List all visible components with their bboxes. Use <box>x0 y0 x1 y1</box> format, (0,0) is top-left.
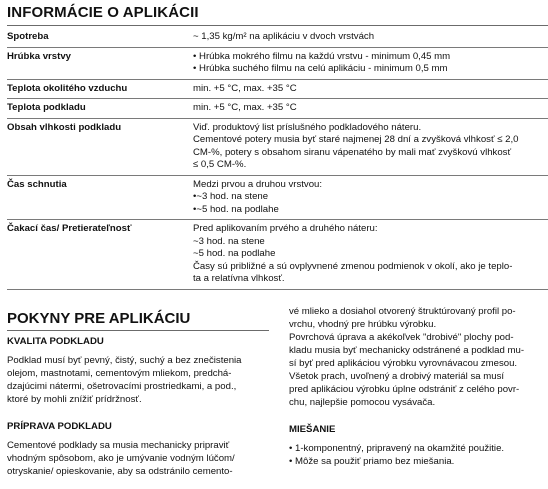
row-label: Spotreba <box>7 27 193 47</box>
table-row <box>7 27 548 47</box>
table-row <box>7 99 548 119</box>
text-line: sí byť pred aplikáciou výrobku vyrovnávacou zmesou. <box>289 358 518 369</box>
value-line: • Hrúbka suchého filmu na celú aplikáciu - minimum 0,5 mm <box>193 63 448 74</box>
application-info-table <box>7 27 548 290</box>
text-line: Podklad musí byť pevný, čistý, suchý a bez znečistenia <box>7 355 242 366</box>
text-line: vhodným spôsobom, ako je umývanie vodným lúčom/ <box>7 453 235 464</box>
value-line: •~3 hod. na stene <box>193 191 269 202</box>
text-line: olejom, mastnotami, cementovým mliekom, predchá- <box>7 368 232 379</box>
text-line: Všetok prach, uvoľnený a drobivý materiál sa musí <box>289 371 505 382</box>
text-line: otryskanie/ opieskovanie, aby sa odstránilo cemento- <box>7 466 233 477</box>
row-value <box>193 79 548 99</box>
table-row <box>7 79 548 99</box>
spacer <box>289 409 548 423</box>
row-value <box>193 175 548 220</box>
text-line: vé mlieko a dosiahol otvorený štruktúrovaný profil po- <box>289 306 516 317</box>
value-line: CM-%, potery s obsahom siranu vápenatého by mali mať zvyškovú vlhkosť <box>193 146 512 158</box>
text-line: vrchu, vhodný pre hrúbku výrobku. <box>289 319 437 330</box>
value-line: Cementové potery musia byť staré najmenej 28 dní a zvyšková vlhkosť ≤ 2,0 <box>193 134 519 145</box>
row-label: Čas schnutia <box>7 175 193 220</box>
mixing-list <box>289 442 548 468</box>
table-row <box>7 47 548 79</box>
table-row <box>7 175 548 220</box>
row-label: Hrúbka vrstvy <box>7 47 193 79</box>
value-line: min. +5 °C, max. +35 °C <box>193 102 297 113</box>
value-line: Časy sú približné a sú ovplyvnené zmenou podmienok v okolí, ako je teplo- <box>193 260 513 272</box>
table-row <box>7 118 548 175</box>
section-title-application-info: INFORMÁCIE O APLIKÁCII <box>7 4 199 21</box>
section-title-application-instructions: POKYNY PRE APLIKÁCIU <box>7 310 191 327</box>
paragraph-substrate-quality <box>7 354 262 406</box>
paragraph-substrate-preparation <box>7 439 262 478</box>
row-label: Teplota podkladu <box>7 99 193 119</box>
title-divider <box>7 25 548 26</box>
row-label: Teplota okolitého vzduchu <box>7 79 193 99</box>
row-value <box>193 47 548 79</box>
text-line: Povrchová úprava a akékoľvek "drobivé" plochy pod- <box>289 332 514 343</box>
value-line: ~5 hod. na podlahe <box>193 248 276 259</box>
instructions-right-column <box>289 305 548 468</box>
heading-substrate-quality: KVALITA PODKLADU <box>7 336 104 347</box>
row-value <box>193 220 548 290</box>
list-item: • Môže sa použiť priamo bez miešania. <box>289 456 455 467</box>
text-line: Cementové podklady sa musia mechanicky pripraviť <box>7 440 230 451</box>
value-line: Viď. produktový list príslušného podkladového náteru. <box>193 121 422 133</box>
row-label: Obsah vlhkosti podkladu <box>7 118 193 175</box>
value-line: ~ 1,35 kg/m² na aplikáciu v dvoch vrstvách <box>193 31 375 42</box>
value-line: • Hrúbka mokrého filmu na každú vrstvu - minimum 0,45 mm <box>193 50 451 62</box>
row-value <box>193 27 548 47</box>
spacer <box>7 406 262 420</box>
value-line: ≤ 0,5 CM-%. <box>193 159 247 170</box>
text-line: ktoré by mohli znížiť prídržnosť. <box>7 394 142 405</box>
text-line: pred aplikáciou výrobku úplne odstrániť z celého povr- <box>289 384 520 395</box>
value-line: Medzi prvou a druhou vrstvou: <box>193 178 323 190</box>
instructions-left-column <box>7 335 262 478</box>
title-divider <box>7 330 269 331</box>
value-line: •~5 hod. na podlahe <box>193 203 279 215</box>
heading-substrate-preparation: PRÍPRAVA PODKLADU <box>7 421 112 432</box>
heading-mixing: MIEŠANIE <box>289 424 336 435</box>
value-line: ta a relatívna vlhkosť. <box>193 273 285 284</box>
value-line: ~3 hod. na stene <box>193 235 265 247</box>
text-line: dzajúcimi nátermi, ošetrovacími prostriedkami, a pod., <box>7 381 237 392</box>
value-line: min. +5 °C, max. +35 °C <box>193 82 297 94</box>
list-item: • 1-komponentný, pripravený na okamžité použitie. <box>289 443 505 454</box>
text-line: chu, najlepšie pomocou vysávača. <box>289 397 436 408</box>
paragraph-substrate-preparation-cont <box>289 305 548 409</box>
row-value <box>193 99 548 119</box>
table-row <box>7 220 548 290</box>
row-value <box>193 118 548 175</box>
row-label: Čakací čas/ Pretierateľnosť <box>7 220 193 290</box>
text-line: kladu musia byť mechanicky odstránené a podklad mu- <box>289 345 525 356</box>
value-line: Pred aplikovaním prvého a druhého náteru: <box>193 223 378 234</box>
